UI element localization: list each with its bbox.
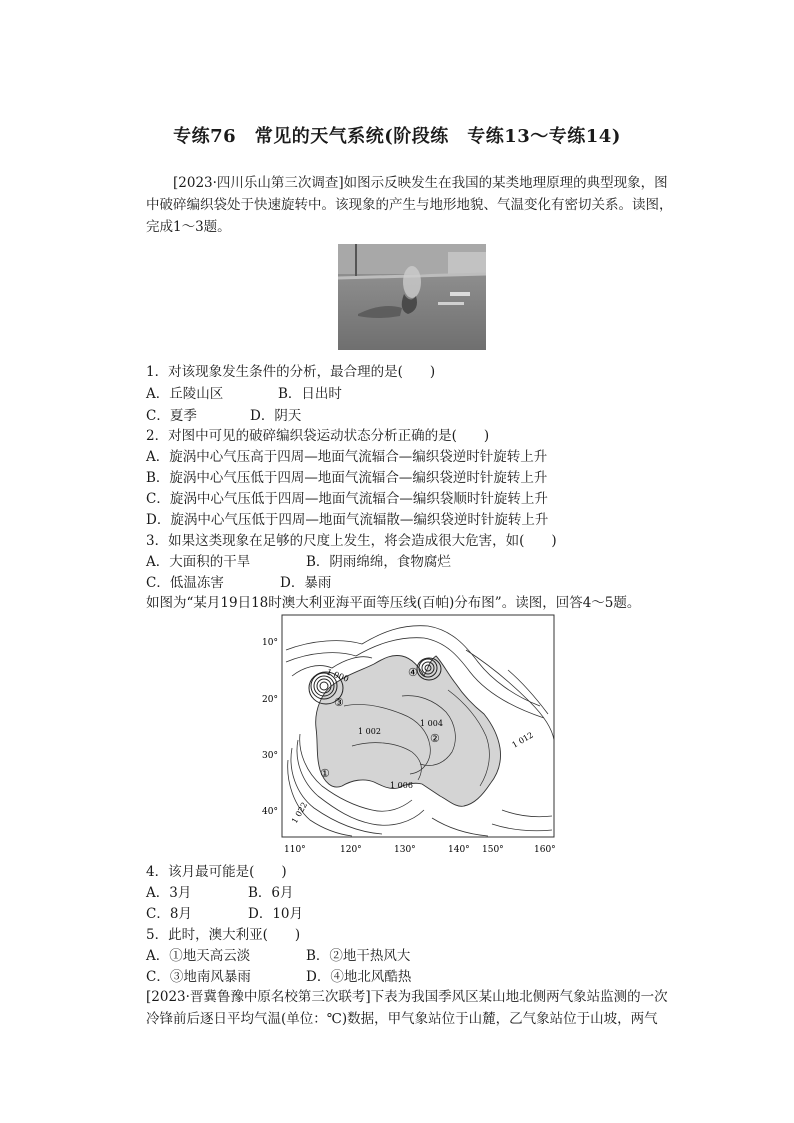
lat-label-20: 20° xyxy=(262,695,278,705)
question-2-stem: 2．对图中可见的破碎编织袋运动状态分析正确的是( ) xyxy=(146,428,490,444)
marker-4: ④ xyxy=(408,666,418,679)
isobar-label-1000: 1 000 xyxy=(325,667,350,684)
lon-label-160: 160° xyxy=(534,845,556,855)
q2-option-c: C．旋涡中心气压低于四周—地面气流辐合—编织袋顺时针旋转上升 xyxy=(146,491,548,507)
lat-label-30: 30° xyxy=(262,751,278,761)
question-3-options-row1 xyxy=(146,550,451,570)
page-title: 专练76 常见的天气系统(阶段练 专练13～专练14) xyxy=(173,126,621,147)
lon-label-150: 150° xyxy=(482,845,504,855)
australia-isobar-map xyxy=(252,610,562,860)
q4-option-d: D．10月 xyxy=(248,906,304,922)
question-5-stem: 5．此时，澳大利亚( ) xyxy=(146,927,301,943)
q3-option-a: A．大面积的干旱 xyxy=(146,554,251,570)
lon-label-110: 110° xyxy=(284,845,306,855)
q5-option-c: C．③地南风暴雨 xyxy=(146,969,251,985)
intro-paragraph-3: [2023·晋冀鲁豫中原名校第三次联考]下表为我国季风区某山地北侧两气象站监测的一次冷锋前后逐日平均气温(单位：℃)数据，甲气象站位于山麓，乙气象站位于山坡，两气 xyxy=(146,989,668,1027)
q3-option-b: B．阴雨绵绵，食物腐烂 xyxy=(306,554,451,570)
q4-option-c: C．8月 xyxy=(146,906,192,922)
whirlwind-photo xyxy=(338,244,486,350)
q4-option-b: B．6月 xyxy=(248,885,294,901)
q3-option-d: D．暴雨 xyxy=(280,575,332,591)
isobar-map-svg xyxy=(252,610,562,860)
question-1-options-row2 xyxy=(146,404,301,424)
intro-paragraph-2: 如图为“某月19日18时澳大利亚海平面等压线(百帕)分布图”。读图，回答4～5题。 xyxy=(146,595,641,611)
isobar-label-1012: 1 012 xyxy=(510,730,535,750)
isobar-label-1022: 1 022 xyxy=(289,800,310,825)
q3-option-c: C．低温冻害 xyxy=(146,575,224,591)
question-4-options-row1 xyxy=(146,881,294,901)
lat-label-40: 40° xyxy=(262,807,278,817)
q1-option-b: B．日出时 xyxy=(278,386,342,402)
q2-option-a: A．旋涡中心气压高于四周—地面气流辐合—编织袋逆时针旋转上升 xyxy=(146,449,548,465)
question-5-options-row2 xyxy=(146,965,411,985)
isobar-label-1002: 1 002 xyxy=(358,727,381,736)
marker-1: ① xyxy=(320,767,330,780)
lon-label-140: 140° xyxy=(448,845,470,855)
lat-label-10: 10° xyxy=(262,638,278,648)
question-3-options-row2 xyxy=(146,571,331,591)
isobar-label-1006: 1 006 xyxy=(390,781,413,790)
intro-paragraph-1: [2023·四川乐山第三次调查]如图示反映发生在我国的某类地理原理的典型现象，图中破碎编织袋处于快速旋转中。该现象的产生与地形地貌、气温变化有密切关系。读图，完成1～3题。 xyxy=(146,175,673,235)
q5-option-a: A．①地天高云淡 xyxy=(146,948,251,964)
q5-option-b: B．②地干热风大 xyxy=(306,948,411,964)
question-4-stem: 4．该月最可能是( ) xyxy=(146,864,287,880)
q1-option-c: C．夏季 xyxy=(146,408,197,424)
question-4-options-row2 xyxy=(146,902,303,922)
question-1-stem: 1．对该现象发生条件的分析，最合理的是( ) xyxy=(146,364,436,380)
marker-3: ③ xyxy=(334,696,344,709)
lon-label-130: 130° xyxy=(394,845,416,855)
q5-option-d: D．④地北风酷热 xyxy=(306,969,412,985)
isobar-label-1004: 1 004 xyxy=(420,719,443,728)
marker-2: ② xyxy=(430,732,440,745)
q1-option-d: D．阴天 xyxy=(250,408,302,424)
q1-option-a: A．丘陵山区 xyxy=(146,386,224,402)
question-1-options-row1 xyxy=(146,382,342,402)
whirlwind-photo-image xyxy=(338,244,486,350)
q2-option-d: D．旋涡中心气压低于四周—地面气流辐散—编织袋逆时针旋转上升 xyxy=(146,512,549,528)
q4-option-a: A．3月 xyxy=(146,885,192,901)
q2-option-b: B．旋涡中心气压低于四周—地面气流辐合—编织袋逆时针旋转上升 xyxy=(146,470,548,486)
lon-label-120: 120° xyxy=(340,845,362,855)
question-3-stem: 3．如果这类现象在足够的尺度上发生，将会造成很大危害，如( ) xyxy=(146,533,557,549)
question-5-options-row1 xyxy=(146,944,410,964)
